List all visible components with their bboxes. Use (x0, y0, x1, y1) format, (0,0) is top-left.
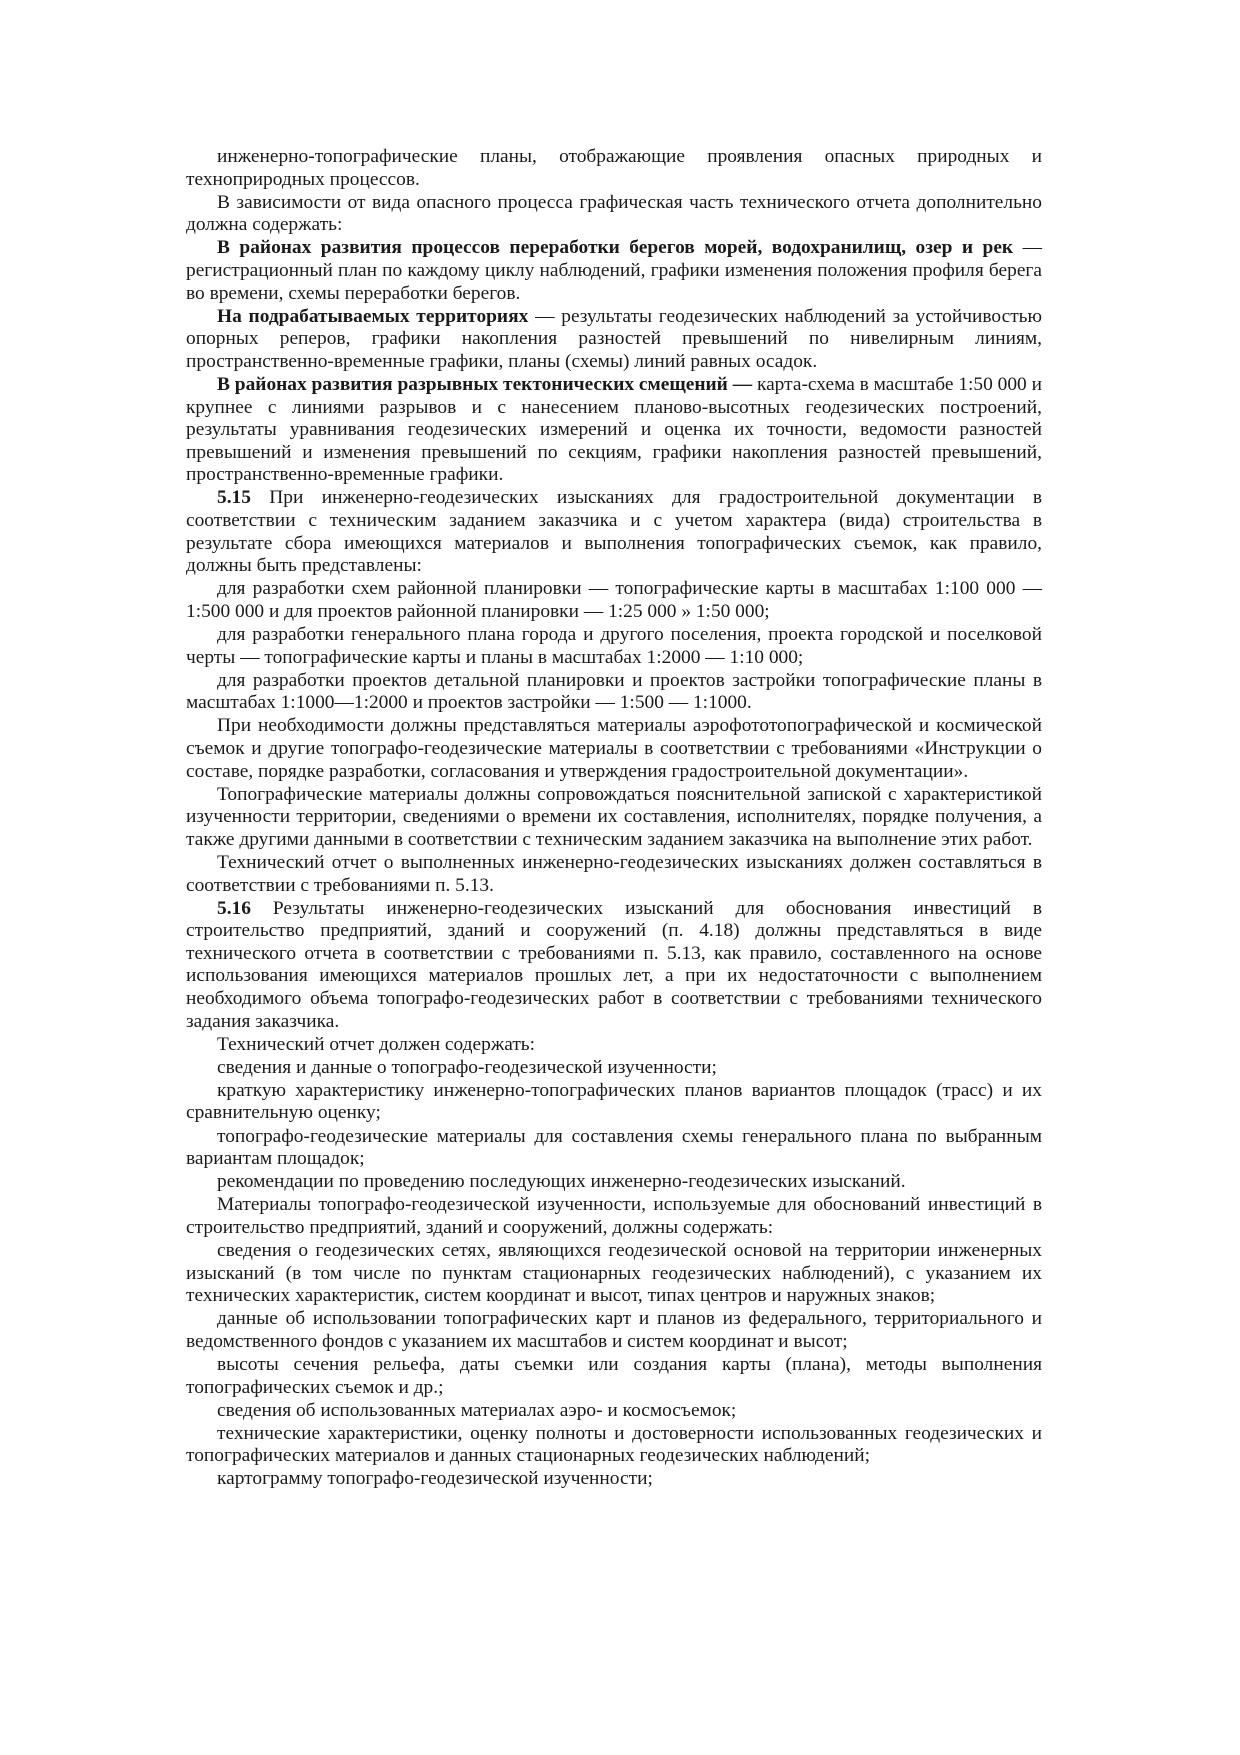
paragraph (186, 1171, 1042, 1194)
paragraph (186, 306, 1042, 374)
paragraph-text: В зависимости от вида опасного процесса графическая часть технического отчета дополнительно должна содержать: (186, 191, 1042, 236)
paragraph-text: Результаты инженерно-геодезических изысканий для обоснования инвестиций в строительство предприятий, зданий и сооружений (п. 4.18) должны представляться в виде технического отчета в соответствии с требованиями п. 5.13, как правило, составленного на основе использования имеющихся материалов прошлых лет, а при их недостаточности с выполнением необходимого объема топографо-геодезических работ в соответствии с требованиями технического задания заказчика. (186, 897, 1042, 1032)
paragraph (186, 1400, 1042, 1423)
paragraph-text: При необходимости должны представляться материалы аэрофототопографической и космической съемок и другие топографо-геодезические материалы в соответствии с требованиями «Инструкции о составе, порядке разработки, согласования и утверждения градостроительной документации». (186, 715, 1042, 782)
paragraph-text: для разработки генерального плана города и другого поселения, проекта городской и поселковой черты — топографические карты и планы в масштабах 1:2000 — 1:10 000; (186, 623, 1042, 668)
paragraph (186, 146, 1042, 191)
paragraph-text: краткую характеристику инженерно-топографических планов вариантов площадок (трасс) и их сравнительную оценку; (186, 1079, 1042, 1124)
paragraph-text: высоты сечения рельефа, даты съемки или создания карты (плана), методы выполнения топографических съемок и др.; (186, 1353, 1042, 1398)
paragraph (186, 374, 1042, 487)
paragraph (186, 192, 1042, 237)
section-number: 5.15 (217, 487, 251, 509)
paragraph (186, 1468, 1042, 1491)
paragraph-text: Материалы топографо-геодезической изученности, используемые для обоснований инвестиций в строительство предприятий, зданий и сооружений, должны содержать: (186, 1194, 1042, 1238)
paragraph-text: — регистрационный план по каждому циклу наблюдений, графики изменения положения профиля берега во времени, схемы переработки берегов. (186, 237, 1042, 304)
paragraph (186, 1126, 1042, 1171)
paragraph-text: для разработки проектов детальной планировки и проектов застройки топографические планы в масштабах 1:1000—1:2000 и проектов застройки — 1:500 — 1:1000. (186, 669, 1042, 714)
paragraph (186, 898, 1042, 1034)
paragraph (186, 1034, 1042, 1057)
paragraph (186, 670, 1042, 715)
paragraph (186, 715, 1042, 783)
paragraph (186, 578, 1042, 623)
document-body (186, 146, 1042, 1491)
paragraph (186, 1194, 1042, 1239)
paragraph-text: Технический отчет о выполненных инженерно-геодезических изысканиях должен составляться в соответствии с требованиями п. 5.13. (186, 851, 1042, 896)
paragraph-text: — результаты геодезических наблюдений за устойчивостью опорных реперов, графики накопления разностей превышений по нивелирным линиям, пространственно-временные графики, планы (схемы) линий равных осадок. (186, 305, 1042, 372)
paragraph-text: технические характеристики, оценку полноты и достоверности использованных геодезических и топографических материалов и данных стационарных геодезических наблюдений; (186, 1422, 1042, 1467)
paragraph-text: топографо-геодезические материалы для составления схемы генерального плана по выбранным вариантам площадок; (186, 1125, 1042, 1170)
paragraph-text: Топографические материалы должны сопровождаться пояснительной запиской с характеристикой изученности территории, сведениями о времени их составления, исполнителях, порядке получения, а также другими данными в соответствии с техническим заданием заказчика на выполнение этих работ. (186, 783, 1042, 850)
paragraph-text: данные об использовании топографических карт и планов из федерального, территориального и ведомственного фондов с указанием их масштабов и систем координат и высот; (186, 1308, 1042, 1352)
paragraph (186, 237, 1042, 305)
paragraph-text: При инженерно-геодезических изысканиях для градостроительной документации в соответствии с техническим заданием заказчика и с учетом характера (вида) строительства в результате сбора имеющихся материалов и выполнения топографических съемок, как правило, должны быть представлены: (186, 487, 1042, 577)
paragraph-lead: На подрабатываемых территориях (217, 305, 529, 327)
paragraph-text: инженерно-топографические планы, отображающие проявления опасных природных и технoприродных процессов. (186, 146, 1042, 190)
paragraph-text: для разработки схем районной планировки — топографические карты в масштабах 1:100 000 — 1:500 000 и для проектов районной планировки — 1:25 000 » 1:50 000; (186, 578, 1042, 622)
paragraph (186, 1354, 1042, 1399)
paragraph-text: Технический отчет должен содержать: (217, 1033, 536, 1055)
paragraph (186, 624, 1042, 669)
paragraph-text: сведения об использованных материалах аэро- и космосъемок; (217, 1399, 737, 1421)
paragraph (186, 487, 1042, 577)
paragraph-text: сведения и данные о топографо-геодезической изученности; (217, 1056, 717, 1078)
paragraph (186, 1080, 1042, 1125)
paragraph-text: картограмму топографо-геодезической изученности; (217, 1468, 653, 1490)
paragraph-text: сведения о геодезических сетях, являющихся геодезической основой на территории инженерных изысканий (в том числе по пунктам стационарных геодезических наблюдений), с указанием их технических характеристик, систем координат и высот, типах центров и наружных знаков; (186, 1240, 1042, 1307)
paragraph-text: карта-схема в масштабе 1:50 000 и крупнее с линиями разрывов и с нанесением планово-высотных геодезических построений, результаты уравнивания геодезических измерений и оценка их точности, ведомости разностей превышений и изменения превышений по секциям, графики накопления разностей превышений, пространственно-временные графики. (186, 373, 1042, 486)
paragraph (186, 1308, 1042, 1353)
paragraph-text: рекомендации по проведению последующих инженерно-геодезических изысканий. (217, 1171, 906, 1193)
paragraph (186, 852, 1042, 897)
paragraph (186, 784, 1042, 852)
paragraph-lead: В районах развития процессов переработки берегов морей, водохранилищ, озер и рек (217, 237, 1014, 259)
section-number: 5.16 (217, 897, 251, 919)
paragraph (186, 1423, 1042, 1468)
paragraph (186, 1240, 1042, 1308)
paragraph-lead: В районах развития разрывных тектонических смещений — (217, 373, 753, 395)
paragraph (186, 1057, 1042, 1080)
